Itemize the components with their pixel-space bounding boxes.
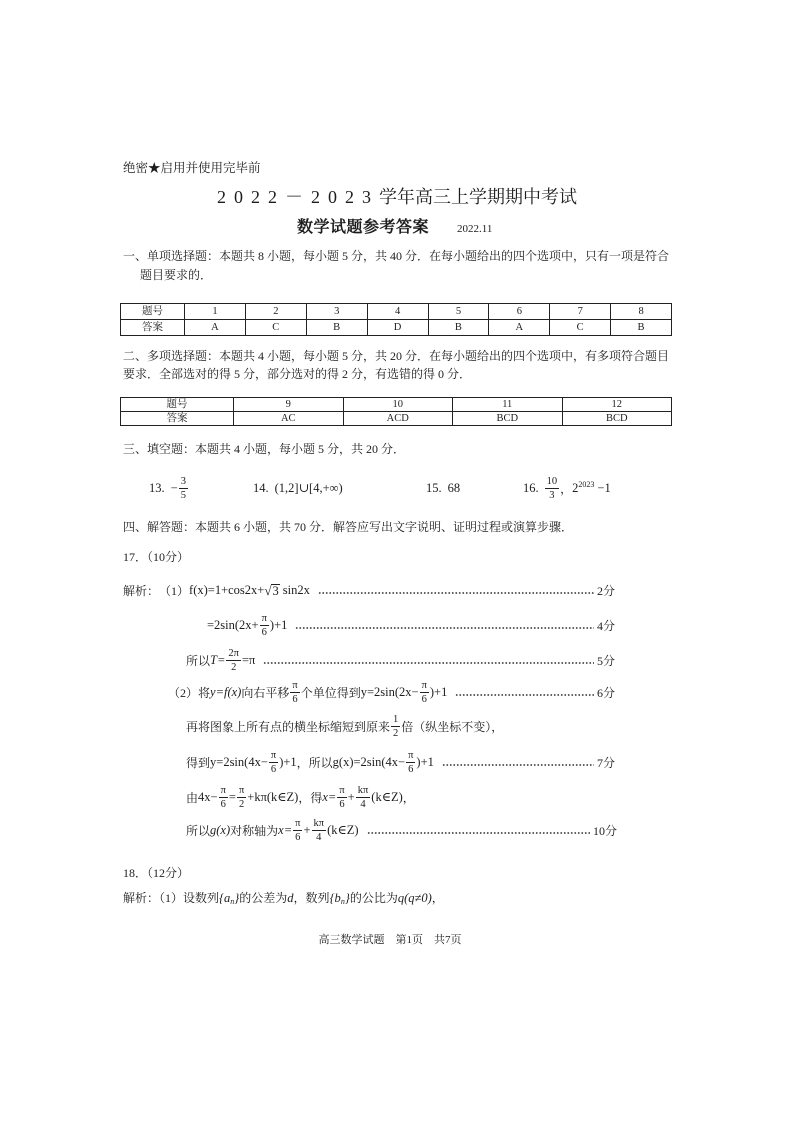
answer-cell: BCD bbox=[562, 412, 672, 426]
fraction bbox=[420, 680, 429, 705]
score: 7分 bbox=[596, 755, 615, 770]
math-expression: 4x− bbox=[198, 789, 218, 804]
part-label: （2）将 bbox=[168, 685, 211, 700]
dot-leader bbox=[455, 694, 594, 696]
fraction-numerator: π bbox=[220, 784, 226, 796]
fraction-numerator: 1 bbox=[393, 713, 399, 725]
sequence-a-open: {a bbox=[219, 891, 231, 905]
part-label: （1）设数列 bbox=[159, 891, 220, 905]
dot-leader bbox=[263, 662, 594, 664]
fraction-denominator: 2 bbox=[231, 661, 237, 673]
answer-cell: B bbox=[611, 320, 672, 336]
text: 倍（纵坐标不变）， bbox=[401, 719, 504, 734]
section-multiple-choice-instructions: 二、多项选择题：本题共 4 小题，每小题 5 分，共 20 分．在每小题给出的四个选项中，有多项符合题目要求．全部选对的得 5 分，部分选对的得 2 分，有选错的得 0 分． bbox=[123, 349, 670, 381]
fraction-denominator: 2 bbox=[393, 727, 399, 739]
answer-row bbox=[121, 320, 672, 336]
fraction-numerator: π bbox=[238, 784, 245, 796]
text: ，所以 bbox=[296, 755, 333, 770]
answer-key-heading bbox=[297, 218, 492, 239]
dot-leader bbox=[318, 592, 594, 594]
fraction-denominator: 4 bbox=[316, 831, 322, 843]
row-label-cell: 题号 bbox=[121, 304, 185, 320]
fraction-numerator: kπ bbox=[357, 784, 369, 796]
fraction-denominator: 6 bbox=[292, 693, 298, 705]
text: ， bbox=[431, 891, 444, 905]
score: 2分 bbox=[596, 583, 615, 598]
q17-line-3 bbox=[186, 645, 615, 675]
math-expression: x= bbox=[278, 822, 293, 837]
power-exponent: 2023 bbox=[578, 479, 595, 489]
fraction-denominator: 6 bbox=[270, 763, 277, 775]
dot-leader bbox=[442, 764, 594, 766]
answer-cell: B bbox=[306, 320, 367, 336]
text: 所以 bbox=[186, 823, 211, 838]
single-choice-answer-table bbox=[120, 303, 672, 336]
sequence-a-close: } bbox=[234, 891, 240, 905]
math-expression: )+1 bbox=[269, 617, 288, 632]
fraction bbox=[337, 785, 346, 810]
power-base: 2 bbox=[572, 480, 579, 495]
text: 所以 bbox=[186, 653, 211, 668]
fraction-denominator: 6 bbox=[339, 798, 345, 810]
fraction-numerator: π bbox=[408, 749, 414, 761]
math-expression: y=2sin(4x− bbox=[210, 754, 268, 769]
fraction bbox=[237, 785, 246, 810]
power bbox=[572, 481, 594, 496]
answer-value: (1,2]∪[4,+∞) bbox=[274, 481, 343, 495]
exam-title bbox=[0, 186, 794, 208]
fraction-numerator: π bbox=[270, 749, 277, 761]
radical-sign: √ bbox=[264, 582, 272, 598]
solution-label: 解析： bbox=[123, 891, 160, 905]
fraction bbox=[260, 613, 269, 638]
math-expression: +kπ(k∈Z) bbox=[247, 790, 299, 804]
answer-cell: B bbox=[428, 320, 489, 336]
q17-line-7 bbox=[186, 782, 415, 812]
fraction bbox=[219, 785, 228, 810]
dot-leader bbox=[295, 627, 594, 629]
question-number: 13. bbox=[149, 480, 165, 495]
math-expression: (k∈Z) bbox=[371, 790, 403, 804]
answer-key-title: 数学试题参考答案 bbox=[297, 219, 430, 236]
text: 对称轴为 bbox=[230, 823, 279, 838]
question-number-cell: 8 bbox=[611, 304, 672, 320]
question-number-cell: 5 bbox=[428, 304, 489, 320]
fraction bbox=[406, 750, 415, 775]
answer-row bbox=[121, 412, 672, 426]
text: 再将图象上所有点的横坐标缩短到原来 bbox=[186, 719, 391, 734]
answer-cell: A bbox=[489, 320, 550, 336]
question-number: 16. bbox=[523, 480, 539, 495]
q18-heading: 18．（12分） bbox=[123, 866, 190, 880]
fraction-denominator: 6 bbox=[408, 763, 414, 775]
q18-line-1 bbox=[123, 889, 444, 907]
fraction-numerator: π bbox=[339, 784, 345, 796]
sequence-a-subscript: n bbox=[230, 897, 235, 906]
answer-separator: ， bbox=[560, 481, 573, 496]
fraction-numerator: π bbox=[295, 817, 301, 829]
fraction-denominator: 6 bbox=[421, 693, 427, 705]
math-expression: T= bbox=[210, 652, 226, 667]
question-number-cell: 12 bbox=[562, 398, 672, 412]
fraction-denominator: 6 bbox=[220, 798, 226, 810]
math-expression: sin2x bbox=[282, 582, 310, 597]
question-number: 14. bbox=[253, 480, 269, 495]
question-number-row bbox=[121, 304, 672, 320]
sequence-b bbox=[330, 891, 350, 905]
question-number-cell: 10 bbox=[343, 398, 453, 412]
math-expression: y=f(x) bbox=[210, 684, 242, 699]
q17-line-1 bbox=[123, 575, 615, 605]
score: 6分 bbox=[596, 685, 615, 700]
sequence-a bbox=[219, 891, 239, 905]
question-number-cell: 3 bbox=[306, 304, 367, 320]
answer-cell: D bbox=[367, 320, 428, 336]
page-footer: 高三数学试题 第1页 共7页 bbox=[318, 934, 462, 946]
math-expression: g(x)=2sin(4x− bbox=[332, 754, 406, 769]
row-label-cell: 答案 bbox=[121, 320, 185, 336]
math-expression: q(q≠0) bbox=[397, 891, 432, 905]
fraction-numerator: π bbox=[261, 612, 267, 624]
math-expression: )+1 bbox=[279, 754, 297, 769]
answer-cell: BCD bbox=[453, 412, 563, 426]
question-number-cell: 6 bbox=[489, 304, 550, 320]
text: ，数列 bbox=[293, 891, 330, 905]
fraction bbox=[312, 818, 327, 843]
question-number-row bbox=[121, 398, 672, 412]
exam-date: 2022.11 bbox=[457, 223, 493, 235]
exam-title-year: 2022－2023 bbox=[217, 187, 379, 207]
dot-leader bbox=[367, 832, 590, 834]
section-single-choice-instructions: 一、单项选择题：本题共 8 小题，每小题 5 分，共 40 分．在每小题给出的四个选项中，只有一项是符合题目要求的． bbox=[123, 249, 670, 282]
fraction-numerator: π bbox=[421, 679, 427, 691]
math-expression: g(x) bbox=[210, 822, 231, 837]
multiple-choice-answer-table bbox=[120, 397, 672, 426]
score: 10分 bbox=[592, 823, 617, 838]
exam-title-name: 学年高三上学期期中考试 bbox=[379, 187, 577, 207]
sequence-b-open: {b bbox=[329, 891, 341, 905]
answer-cell: C bbox=[245, 320, 306, 336]
question-number-cell: 7 bbox=[550, 304, 611, 320]
math-expression: y=2sin(2x− bbox=[360, 684, 419, 699]
math-expression: =2sin(2x+ bbox=[207, 617, 259, 632]
section-solution-instructions: 四、解答题：本题共 6 小题，共 70 分．解答应写出文字说明、证明过程或演算步骤． bbox=[123, 520, 574, 534]
sequence-b-close: } bbox=[344, 891, 350, 905]
question-number: 15. bbox=[426, 480, 442, 495]
fraction bbox=[290, 680, 299, 705]
score: 4分 bbox=[596, 618, 615, 633]
math-expression: + bbox=[347, 789, 355, 804]
math-expression: f(x)=1+cos2x+ bbox=[189, 582, 265, 597]
q17-heading: 17．（10分） bbox=[123, 550, 190, 564]
fraction bbox=[226, 648, 241, 673]
answer-q15 bbox=[426, 473, 460, 503]
fraction-numerator: 2π bbox=[228, 647, 239, 659]
fraction-denominator: 4 bbox=[360, 798, 366, 810]
fraction bbox=[545, 476, 560, 501]
question-number-cell: 2 bbox=[245, 304, 306, 320]
answer-cell: A bbox=[185, 320, 246, 336]
radicand: 3 bbox=[272, 583, 279, 598]
fraction-numerator: π bbox=[292, 679, 298, 691]
score: 5分 bbox=[596, 653, 615, 668]
text: 向右平移 bbox=[241, 685, 290, 700]
answer-q13 bbox=[149, 473, 189, 503]
question-number-cell: 1 bbox=[185, 304, 246, 320]
math-expression: (k∈Z) bbox=[327, 823, 359, 837]
question-number-cell: 4 bbox=[367, 304, 428, 320]
answer-q16 bbox=[523, 473, 611, 503]
text: 由 bbox=[186, 790, 199, 805]
fraction bbox=[356, 785, 371, 810]
math-expression: −1 bbox=[597, 480, 611, 495]
text: 的公比为 bbox=[349, 891, 398, 905]
fraction-denominator: 6 bbox=[261, 626, 267, 638]
q17-line-2 bbox=[207, 610, 615, 640]
fraction-numerator: kπ bbox=[313, 817, 325, 829]
solution-label: 解析： bbox=[123, 583, 160, 598]
confidentiality-notice: 绝密★启用并使用完毕前 bbox=[123, 161, 261, 175]
fraction bbox=[269, 750, 278, 775]
q17-line-5 bbox=[186, 711, 503, 741]
row-label-cell: 题号 bbox=[121, 398, 234, 412]
minus-sign: − bbox=[170, 480, 178, 495]
fraction-denominator: 6 bbox=[295, 831, 301, 843]
math-expression: x= bbox=[322, 789, 337, 804]
math-expression: )+1 bbox=[416, 754, 434, 769]
question-number-cell: 9 bbox=[234, 398, 344, 412]
answer-q14 bbox=[253, 473, 343, 503]
text: 得到 bbox=[186, 755, 211, 770]
answer-cell: C bbox=[550, 320, 611, 336]
fraction-denominator: 2 bbox=[238, 798, 245, 810]
math-expression: )+1 bbox=[429, 684, 448, 699]
sequence-b-subscript: n bbox=[340, 897, 345, 906]
fraction bbox=[293, 818, 302, 843]
math-expression: + bbox=[303, 822, 311, 837]
fraction-numerator: 3 bbox=[180, 475, 186, 487]
section-fill-in-instructions: 三、填空题：本题共 4 小题，每小题 5 分，共 20 分． bbox=[123, 442, 406, 456]
q17-line-6 bbox=[186, 747, 615, 777]
fraction-denominator: 5 bbox=[180, 489, 186, 501]
text: 的公差为 bbox=[239, 891, 288, 905]
square-root bbox=[264, 583, 279, 598]
fraction bbox=[391, 714, 400, 739]
answer-value: 68 bbox=[447, 480, 461, 495]
question-number-cell: 11 bbox=[453, 398, 563, 412]
text: ， bbox=[402, 790, 415, 805]
answer-cell: AC bbox=[234, 412, 344, 426]
q17-line-4 bbox=[168, 677, 615, 707]
common-difference-variable: d bbox=[287, 891, 294, 905]
math-expression: = bbox=[228, 789, 236, 804]
answer-cell: ACD bbox=[343, 412, 453, 426]
fraction bbox=[179, 476, 188, 501]
fraction-denominator: 3 bbox=[549, 489, 555, 501]
q17-line-8 bbox=[186, 815, 617, 845]
row-label-cell: 答案 bbox=[121, 412, 234, 426]
part-label: （1） bbox=[159, 583, 190, 598]
math-expression: =π bbox=[241, 652, 256, 667]
text: 个单位得到 bbox=[300, 685, 361, 700]
text: ，得 bbox=[298, 790, 323, 805]
fraction-numerator: 10 bbox=[546, 475, 558, 487]
